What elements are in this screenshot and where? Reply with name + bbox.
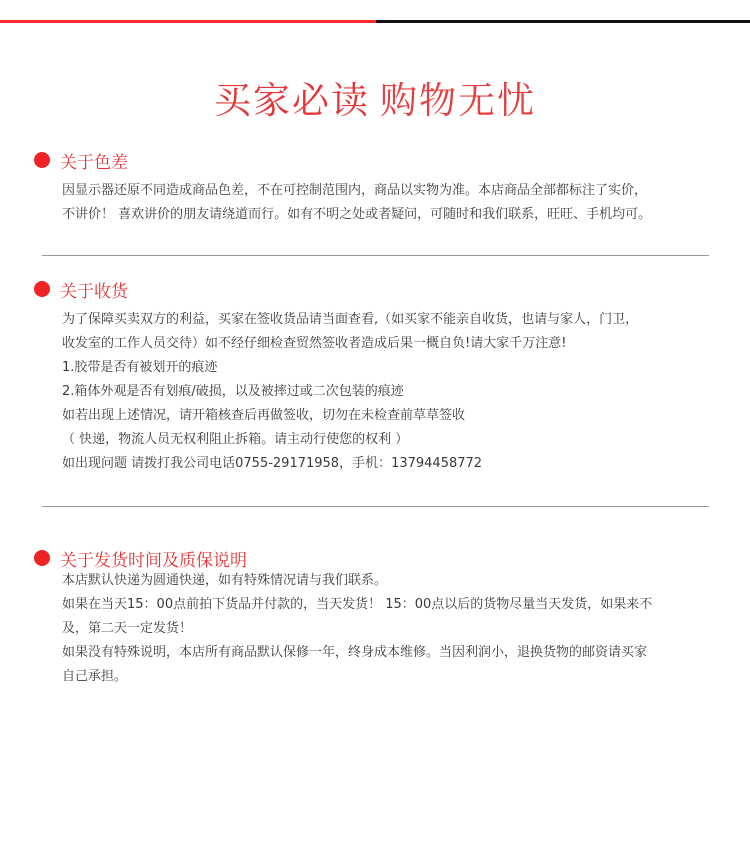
body-line: 如若出现上述情况，请开箱核查后再做签收，切勿在未检查前草草签收: [62, 408, 466, 423]
page-title-main: 买家必读: [214, 79, 370, 122]
section-header: [34, 148, 128, 172]
bullet-dot-icon: [34, 281, 50, 297]
section-divider: [42, 255, 709, 256]
top-accent-bar: [0, 20, 750, 23]
section-header: [34, 277, 128, 301]
body-line: （ 快递，物流人员无权利阻止拆箱。请主动行使您的权利 ）: [62, 432, 409, 447]
bullet-dot-icon: [34, 550, 50, 566]
section-header: [34, 546, 247, 570]
page-title: [0, 75, 750, 127]
section-title: 关于发货时间及质保说明: [60, 550, 247, 571]
section-body: [62, 308, 712, 476]
body-line: 不讲价！ 喜欢讲价的朋友请绕道而行。如有不明之处或者疑问，可随时和我们联系，旺旺、手机均可。: [62, 207, 652, 222]
body-line: 自己承担。: [62, 669, 128, 684]
bullet-dot-icon: [34, 152, 50, 168]
body-line: 1.胶带是否有被划开的痕迹: [62, 360, 218, 375]
body-line: 收发室的工作人员交待）如不经仔细检查贸然签收者造成后果一概自负!请大家千万注意!: [62, 336, 567, 351]
top-bar-red-segment: [0, 20, 376, 23]
section-divider: [42, 506, 709, 507]
contact-line: 如出现问题 请拨打我公司电话0755-29171958，手机：13794458772: [62, 456, 483, 471]
top-bar-black-segment: [376, 20, 750, 23]
section-title: 关于色差: [60, 152, 128, 173]
body-line: 2.箱体外观是否有划痕/破损，以及被摔过或二次包装的痕迹: [62, 384, 404, 399]
section-body: [62, 179, 712, 227]
body-line: 如果没有特殊说明，本店所有商品默认保修一年，终身成本维修。当因利润小，退换货物的邮资请买家: [62, 645, 648, 660]
section-title: 关于收货: [60, 281, 128, 302]
section-body: [62, 569, 712, 689]
page-title-sub: 购物无忧: [380, 79, 536, 122]
body-line: 因显示器还原不同造成商品色差，不在可控制范围内，商品以实物为准。本店商品全部都标注了实价，: [62, 183, 648, 198]
body-line: 如果在当天15：00点前拍下货品并付款的，当天发货！ 15：00点以后的货物尽量当天发货，如果来不: [62, 597, 653, 612]
body-line: 及，第二天一定发货！: [62, 621, 193, 636]
body-line: 为了保障买卖双方的利益，买家在签收货品请当面查看,（如买家不能亲自收货，也请与家人，门卫，: [62, 312, 639, 327]
body-line: 本店默认快递为圆通快递，如有特殊情况请与我们联系。: [62, 573, 388, 588]
